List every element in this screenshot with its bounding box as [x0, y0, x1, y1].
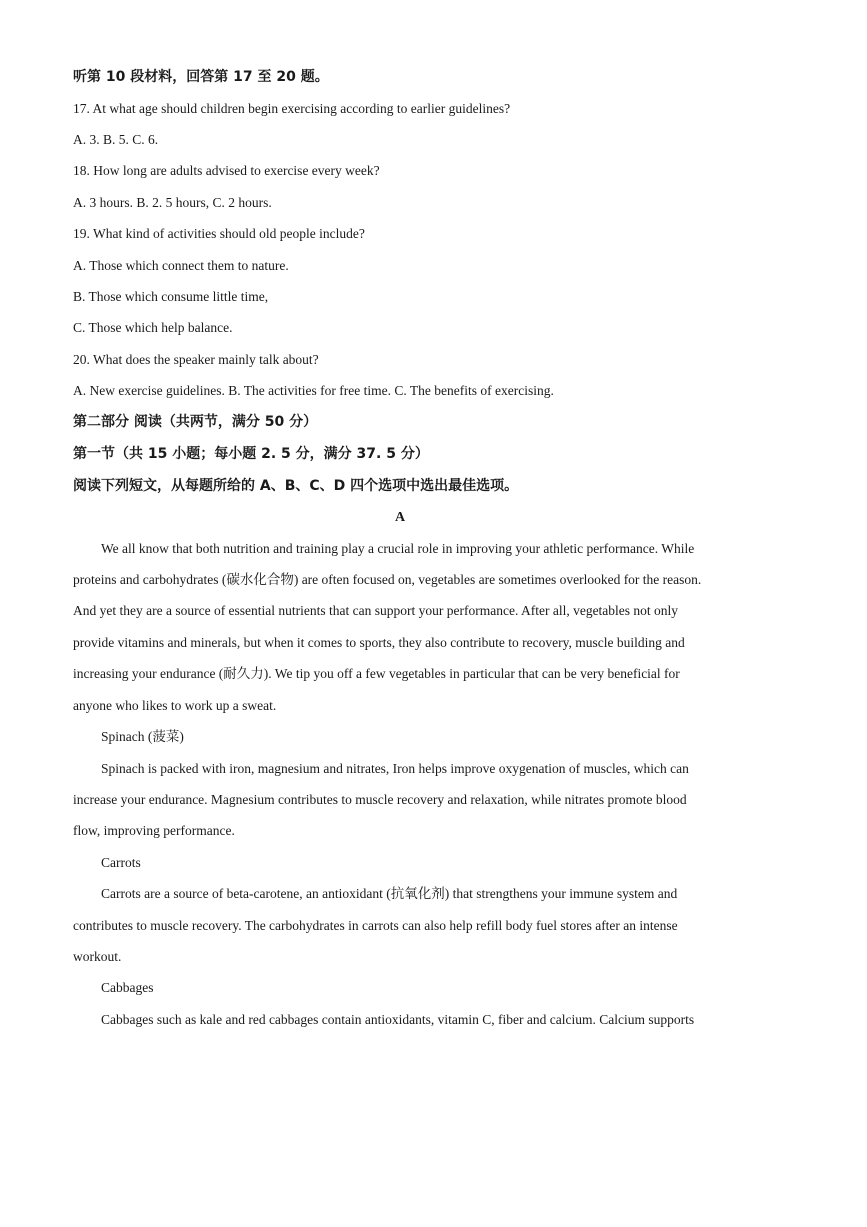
passage-line: contributes to muscle recovery. The carbohydrates in carrots can also help refill body fuel stores after an intense — [73, 918, 678, 933]
question-19-option-a: A. Those which connect them to nature. — [73, 258, 289, 273]
passage-line: We all know that both nutrition and training play a crucial role in improving your athletic performance. While — [101, 541, 695, 556]
passage-line: Carrots are a source of beta-carotene, an antioxidant (抗氧化剂) that strengthens your immune system and — [101, 886, 678, 901]
question-20-options: A. New exercise guidelines. B. The activities for free time. C. The benefits of exercising. — [73, 383, 554, 398]
reading-instructions: 阅读下列短文，从每题所给的 A、B、C、D 四个选项中选出最佳选项。 — [73, 478, 519, 494]
passage-line: increase your endurance. Magnesium contributes to muscle recovery and relaxation, while nitrates promote blood — [73, 792, 687, 807]
question-20: 20. What does the speaker mainly talk about? — [73, 352, 319, 367]
subheading-cabbages: Cabbages — [101, 980, 154, 995]
passage-line: workout. — [73, 949, 122, 964]
question-17-options: A. 3. B. 5. C. 6. — [73, 132, 159, 147]
reading-section-title: 第一节（共 15 小题；每小题 2. 5 分，满分 37. 5 分） — [73, 446, 429, 462]
question-19-option-b: B. Those which consume little time, — [73, 289, 269, 304]
passage-line: increasing your endurance (耐久力). We tip you off a few vegetables in particular that can be very beneficial for — [73, 666, 680, 681]
question-18-options: A. 3 hours. B. 2. 5 hours, C. 2 hours. — [73, 195, 272, 210]
passage-line: Spinach is packed with iron, magnesium and nitrates, Iron helps improve oxygenation of muscles, which can — [101, 761, 689, 776]
passage-line: proteins and carbohydrates (碳水化合物) are often focused on, vegetables are sometimes overlooked for the reason. — [73, 572, 702, 587]
reading-part-title: 第二部分 阅读（共两节，满分 50 分） — [73, 414, 318, 430]
subheading-carrots: Carrots — [101, 855, 141, 870]
subheading-spinach: Spinach (菠菜) — [101, 729, 184, 744]
passage-line: And yet they are a source of essential nutrients that can support your performance. After all, vegetables not only — [73, 603, 679, 618]
question-19: 19. What kind of activities should old people include? — [73, 226, 365, 241]
question-17: 17. At what age should children begin exercising according to earlier guidelines? — [73, 101, 511, 116]
question-19-option-c: C. Those which help balance. — [73, 320, 233, 335]
passage-label: A — [394, 510, 406, 525]
passage-line: anyone who likes to work up a sweat. — [73, 698, 277, 713]
listening-section-header: 听第 10 段材料，回答第 17 至 20 题。 — [73, 69, 329, 85]
passage-line: provide vitamins and minerals, but when it comes to sports, they also contribute to recovery, muscle building and — [73, 635, 685, 650]
question-18: 18. How long are adults advised to exercise every week? — [73, 163, 380, 178]
passage-line: Cabbages such as kale and red cabbages contain antioxidants, vitamin C, fiber and calcium. Calcium supports — [101, 1012, 695, 1027]
passage-line: flow, improving performance. — [73, 823, 235, 838]
